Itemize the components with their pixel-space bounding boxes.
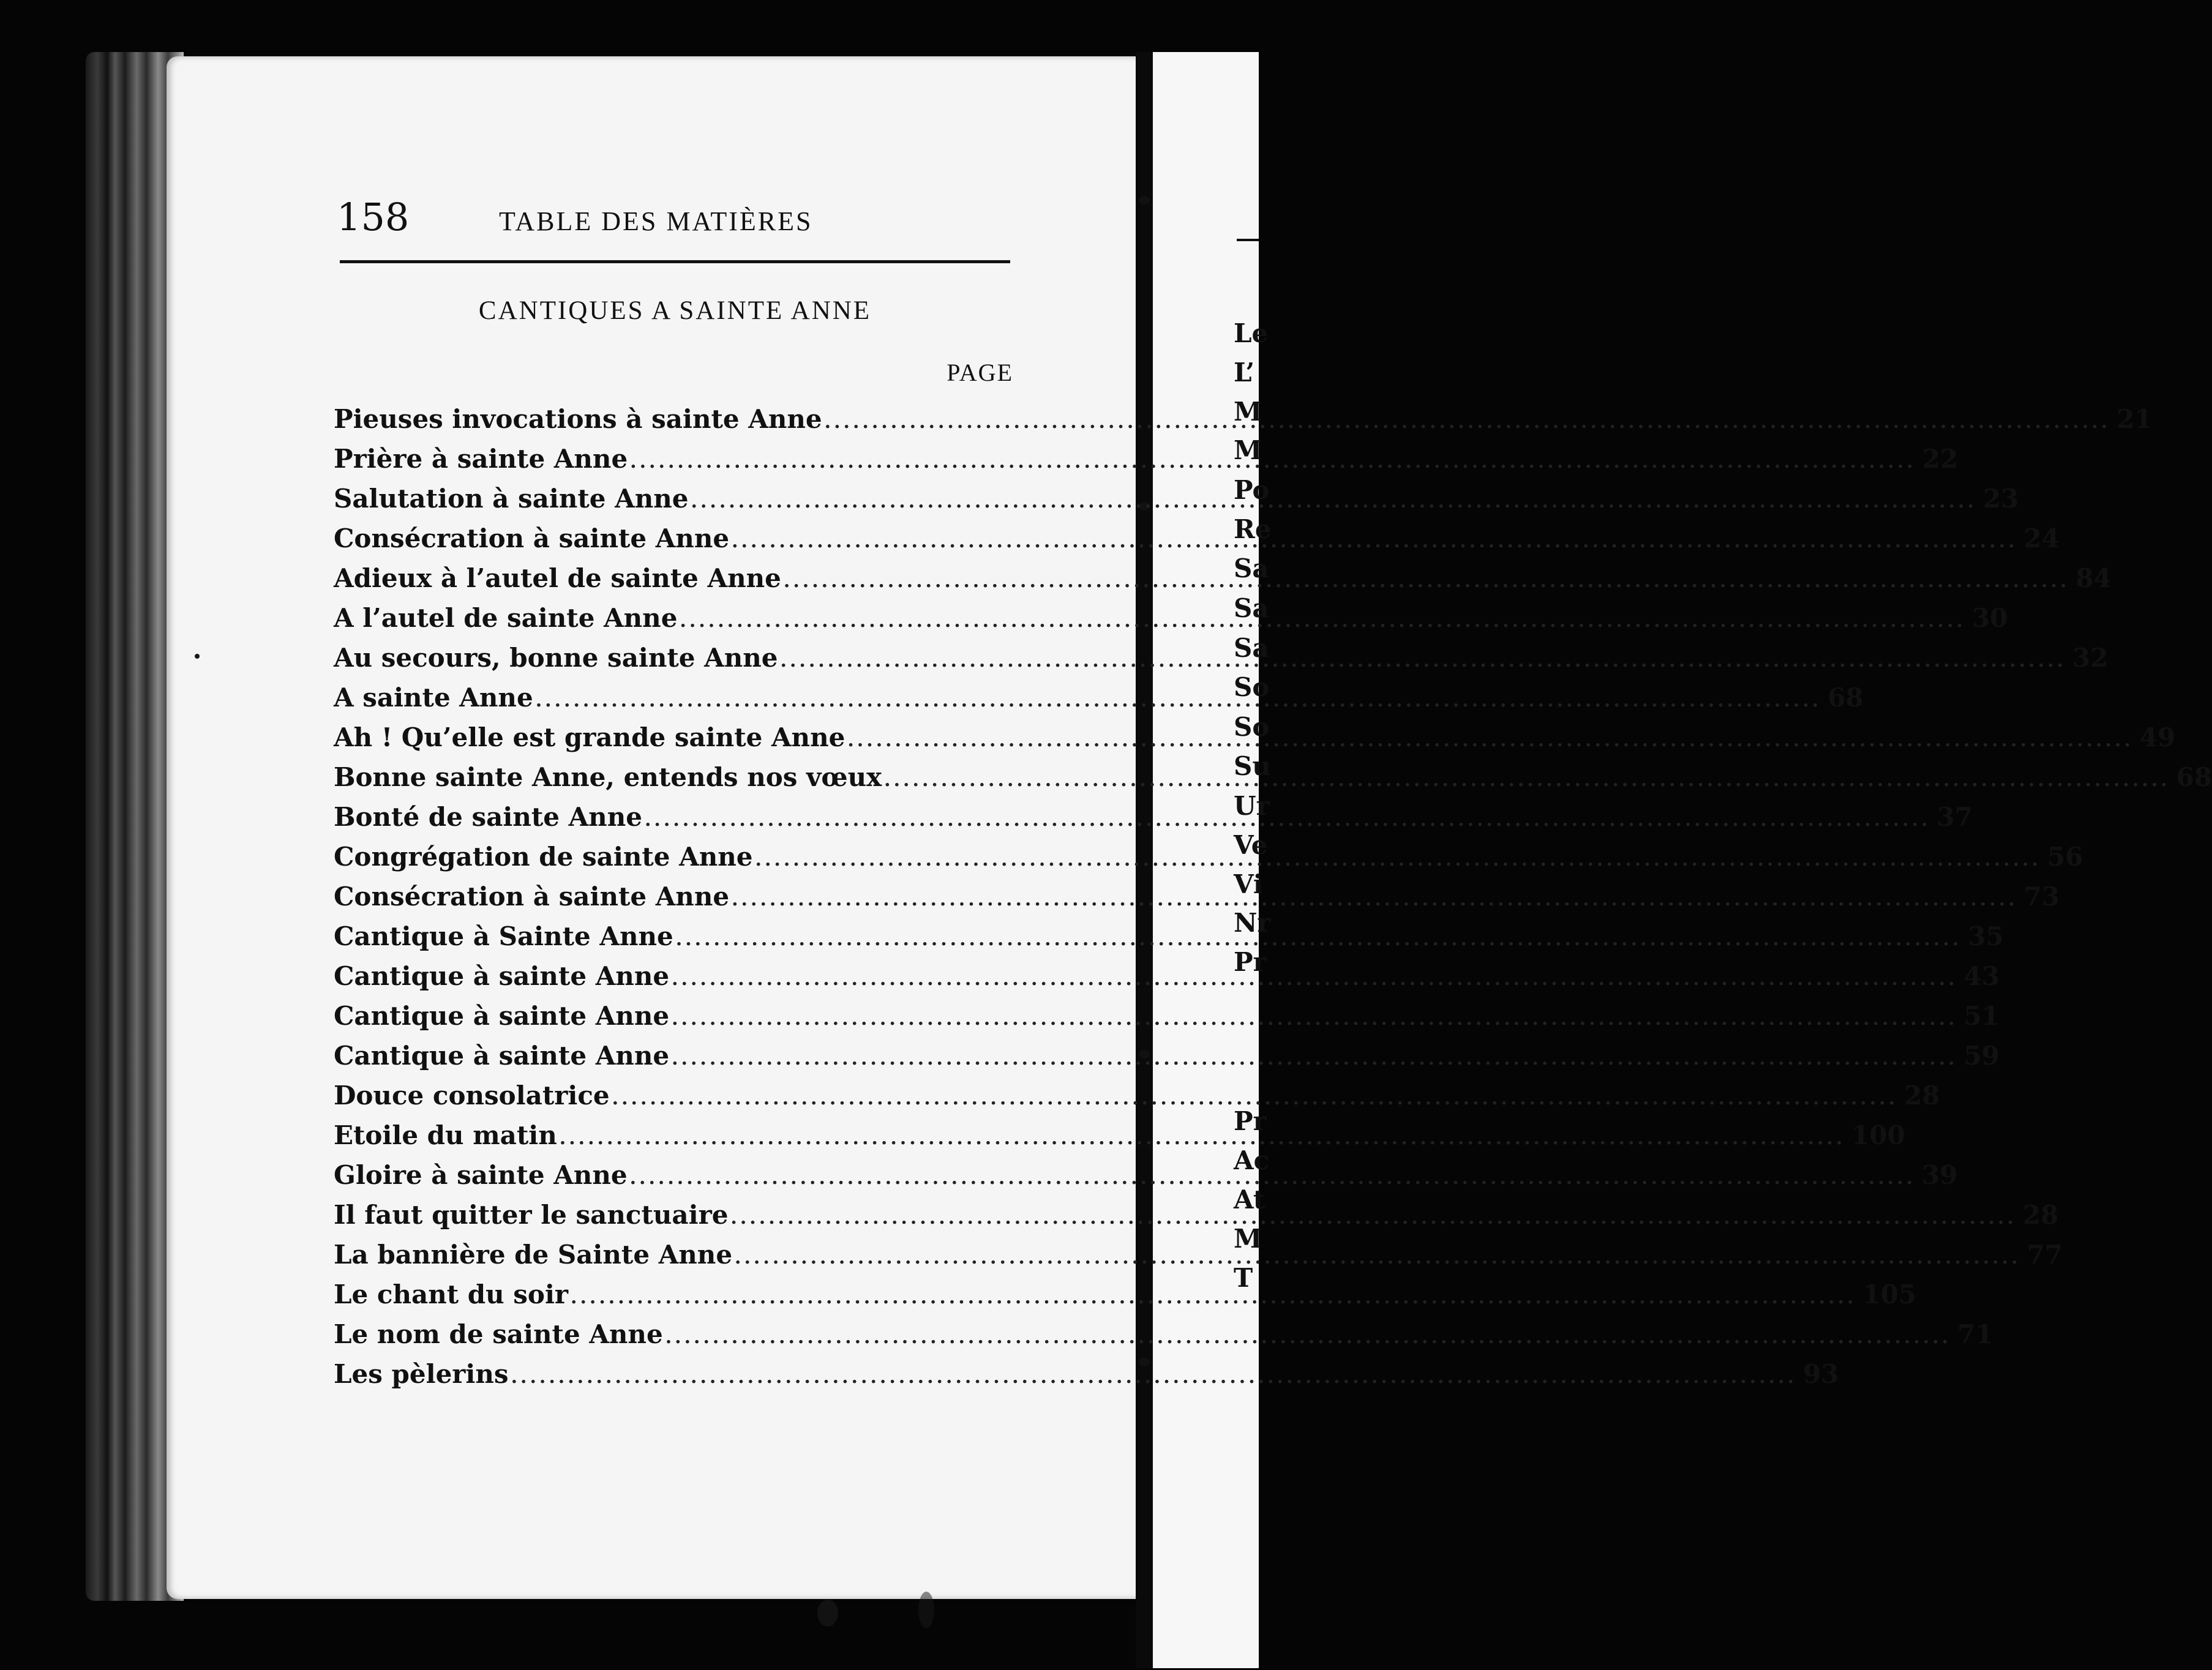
- dot-leader: [672, 968, 1957, 990]
- facing-page-fragment: Sa: [1234, 553, 1269, 583]
- binding-thread-mark: [1139, 196, 1150, 204]
- facing-page-fragment: Le: [1234, 318, 1269, 348]
- dot-leader: [665, 1327, 1951, 1348]
- facing-page-fragment: Sa: [1234, 593, 1269, 623]
- dot-leader: [511, 1366, 1797, 1388]
- toc-entry: [334, 1359, 1839, 1399]
- facing-page-fragment: Ac: [1234, 1145, 1270, 1175]
- facing-page-fragment: Pr: [1234, 1106, 1267, 1136]
- toc-entry-page: 21: [2116, 404, 2153, 434]
- dot-leader: [536, 690, 1821, 711]
- facing-page-fragment: So: [1234, 712, 1270, 742]
- dot-leader: [676, 929, 1962, 950]
- toc-entry-page: 23: [1982, 484, 2019, 514]
- toc-entry-page: 56: [2047, 842, 2083, 872]
- toc-entry-title: Le nom de sainte Anne: [334, 1319, 663, 1349]
- toc-entry-page: 71: [1957, 1319, 1993, 1349]
- facing-page-fragment: Ur: [1234, 791, 1270, 821]
- toc-entry-page: 68: [2176, 762, 2212, 792]
- toc-entry-title: Il faut quitter le sanctuaire: [334, 1200, 729, 1230]
- dot-leader: [825, 411, 2110, 433]
- toc-entry-page: 35: [1968, 921, 2004, 951]
- facing-page-fragment: So: [1234, 672, 1270, 702]
- page-column-label: PAGE: [947, 359, 1013, 386]
- toc-entry-page: 30: [1971, 603, 2008, 633]
- toc-entry-title: Ah ! Qu’elle est grande sainte Anne: [334, 722, 845, 752]
- facing-page-fragment: T: [1234, 1263, 1253, 1293]
- facing-page-fragment: M: [1234, 1224, 1262, 1254]
- dot-leader: [672, 1008, 1957, 1030]
- dot-leader: [732, 531, 2017, 552]
- facing-page-fragment: Vi: [1234, 869, 1263, 899]
- toc-entry-title: Gloire à sainte Anne: [334, 1160, 628, 1190]
- toc-entry-title: A sainte Anne: [334, 683, 533, 713]
- toc-entry-page: 28: [1904, 1080, 1940, 1110]
- dot-leader: [645, 809, 1930, 831]
- dot-leader: [781, 650, 2066, 672]
- toc-entry-title: Bonne sainte Anne, entends nos vœux: [334, 762, 882, 792]
- print-speck: [918, 1592, 934, 1628]
- toc-entry-page: 84: [2075, 563, 2112, 593]
- page-number: 158: [337, 195, 410, 239]
- toc-entry: [334, 404, 2153, 444]
- facing-page-fragment: Po: [1234, 475, 1270, 505]
- toc-entry-page: 105: [1862, 1279, 1917, 1309]
- toc-entry-title: Pieuses invocations à sainte Anne: [334, 404, 822, 434]
- toc-entry: [334, 1041, 2000, 1080]
- toc-entry-page: 39: [1922, 1160, 1958, 1190]
- facing-page-fragment: M: [1234, 435, 1262, 465]
- toc-entry-title: Douce consolatrice: [334, 1080, 610, 1110]
- toc-entry-title: La bannière de Sainte Anne: [334, 1240, 733, 1270]
- toc-entry-title: A l’autel de sainte Anne: [334, 603, 678, 633]
- running-head: [337, 195, 1022, 250]
- toc-entry: [334, 1279, 1917, 1319]
- facing-page-fragment: Sa: [1234, 633, 1269, 663]
- toc-entry-title: Etoile du matin: [334, 1120, 557, 1150]
- toc-entry-title: Consécration à sainte Anne: [334, 523, 730, 553]
- toc-entry: [334, 1080, 1940, 1120]
- facing-page-fragment: M: [1234, 397, 1262, 427]
- facing-page-fragment: At: [1234, 1185, 1265, 1215]
- dot-leader: [847, 730, 2133, 751]
- section-title: CANTIQUES A SAINTE ANNE: [478, 296, 872, 325]
- toc-entry: [334, 1001, 2000, 1041]
- toc-entry-page: 24: [2023, 523, 2060, 553]
- toc-entry-page: 93: [1803, 1359, 1839, 1389]
- toc-entry-page: 22: [1922, 444, 1959, 474]
- toc-entry: [334, 1319, 1993, 1359]
- toc-entry-title: Cantique à sainte Anne: [334, 1001, 670, 1031]
- binding-thread-mark: [1139, 1358, 1150, 1366]
- dot-leader: [730, 1207, 2016, 1229]
- print-speck: [817, 1600, 838, 1627]
- facing-page-fragment: L’: [1234, 358, 1255, 388]
- dot-leader: [672, 1048, 1957, 1069]
- facing-page-fragment: Nr: [1234, 908, 1271, 938]
- dot-leader: [784, 571, 2069, 592]
- dot-leader: [630, 451, 1916, 473]
- facing-page-fragment: Pr: [1234, 947, 1267, 977]
- toc-entry: [334, 563, 2112, 603]
- toc-entry-title: Le chant du soir: [334, 1279, 569, 1309]
- toc-entry-page: 77: [2026, 1240, 2063, 1270]
- toc-entry-title: Congrégation de sainte Anne: [334, 842, 753, 872]
- facing-page-fragment: Ve: [1234, 830, 1268, 860]
- facing-page-fragment: Re: [1234, 514, 1272, 544]
- toc-entry-page: 37: [1936, 802, 1973, 832]
- toc-entry: [334, 643, 2109, 683]
- toc-entry-page: 100: [1851, 1120, 1905, 1150]
- dot-leader: [735, 1247, 2020, 1268]
- toc-entry-title: Prière à sainte Anne: [334, 444, 628, 474]
- toc-entry: [334, 1240, 2063, 1279]
- toc-entry-title: Au secours, bonne sainte Anne: [334, 643, 778, 673]
- dot-leader: [630, 1167, 1916, 1189]
- toc-entry-title: Consécration à sainte Anne: [334, 882, 730, 912]
- dot-leader: [732, 889, 2017, 910]
- toc-entry-page: 49: [2139, 722, 2176, 752]
- dot-leader: [884, 769, 2170, 791]
- dot-leader: [680, 610, 1965, 632]
- dot-leader: [691, 491, 1977, 512]
- toc-entry-page: 43: [1963, 961, 2000, 991]
- running-title: TABLE DES MATIÈRES: [499, 206, 813, 236]
- toc-entry-title: Adieux à l’autel de sainte Anne: [334, 563, 781, 593]
- toc-entry-title: Cantique à sainte Anne: [334, 1041, 670, 1071]
- toc-entry-title: Cantique à sainte Anne: [334, 961, 670, 991]
- toc-entry: [334, 603, 2008, 643]
- toc-entry-title: Cantique à Sainte Anne: [334, 921, 673, 951]
- toc-entry-page: 59: [1963, 1041, 2000, 1071]
- facing-page-rule: [1237, 239, 1259, 241]
- dot-leader: [571, 1287, 1856, 1308]
- toc-entry-page: 28: [2022, 1200, 2059, 1230]
- toc-entry-title: Bonté de sainte Anne: [334, 802, 642, 832]
- print-speck: [195, 654, 200, 659]
- facing-page-fragment: Su: [1234, 751, 1271, 781]
- toc-entry-title: Salutation à sainte Anne: [334, 484, 689, 514]
- toc-entry-page: 68: [1828, 683, 1864, 713]
- dot-leader: [560, 1128, 1845, 1149]
- toc-entry: [334, 444, 1959, 484]
- toc-entry-page: 51: [1963, 1001, 2000, 1031]
- header-rule: [340, 260, 1010, 263]
- dot-leader: [755, 849, 2041, 871]
- toc-entry-title: Les pèlerins: [334, 1359, 509, 1389]
- toc-entry-page: 73: [2023, 882, 2060, 912]
- toc-entry-page: 32: [2072, 643, 2109, 673]
